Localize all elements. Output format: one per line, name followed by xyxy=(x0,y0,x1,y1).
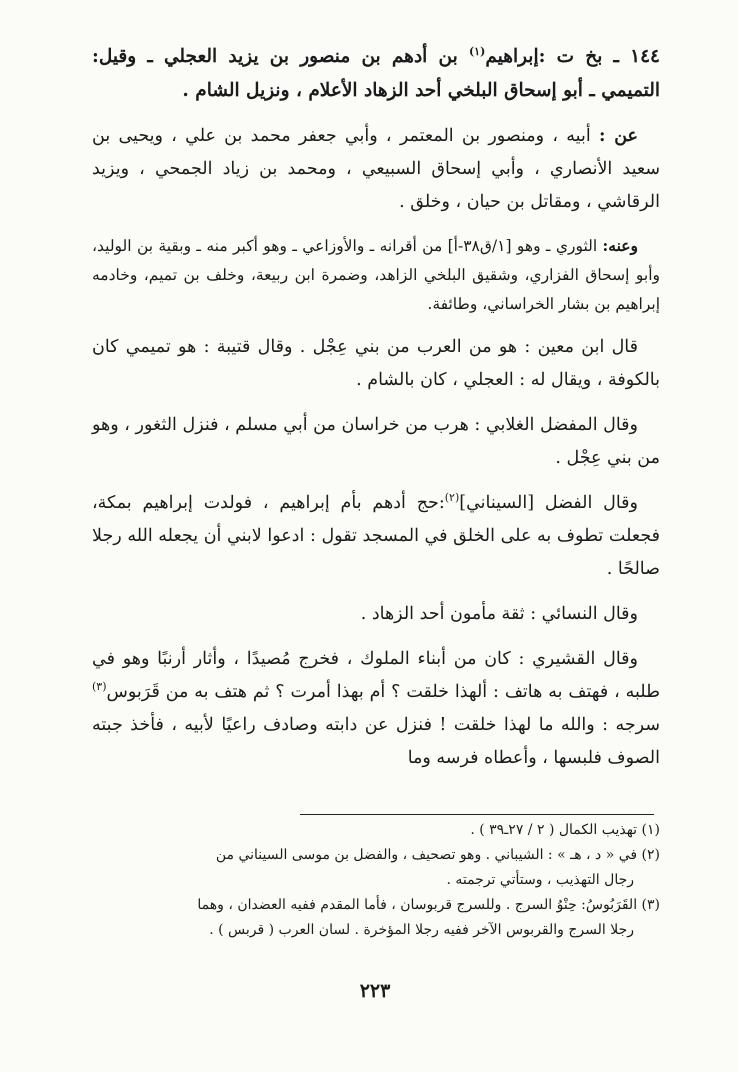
from-text: أبيه ، ومنصور بن المعتمر ، وأبي جعفر محمد بن علي ، ويحيى بن سعيد الأنصاري ، وأبي إسحاق السبيعي ، ومحمد بن زياد الجمحي ، ويزيد الرقاشي ، ومقاتل بن حيان ، وخلق . xyxy=(92,126,660,212)
footnote-mark: (١) xyxy=(641,822,660,838)
footnote-mark: (٣) xyxy=(641,897,660,913)
narrators-paragraph xyxy=(92,231,660,319)
entry-heading: ١٤٤ ـ بخ ت :إبراهيم$^{(١)}$ بن أدهم بن منصور بن يزيد العجلي ـ وقيل: التميمي ـ أبو إسحاق البلخي أحد الزهاد الأعلام ، ونزيل الشام . xyxy=(92,44,660,101)
entry-code: بخ ت xyxy=(556,46,603,67)
qushayri-text-a: وقال القشيري : كان من أبناء الملوك ، فخرج مُصيدًا ، وأثار أرنبًا وهو في طلبه ، فهتف به هاتف : ألهذا خلقت ؟ أم بهذا أمرت ؟ ثم هتف به من قَرَبوس xyxy=(92,649,660,702)
nasai-paragraph: وقال النسائي : ثقة مأمون أحد الزهاد . xyxy=(360,604,638,624)
main-text xyxy=(92,40,660,787)
from-label: عن : xyxy=(598,126,638,146)
footnote-2 xyxy=(92,843,660,868)
page-number: ٢٢٣ xyxy=(359,980,391,1002)
qushayri-paragraph xyxy=(92,643,660,775)
qushayri-text-b: سرجه : والله ما لهذا خلقت ! فنزل عن دابته وصادف راعيًا لأبيه ، فأخذ جبته الصوف فلبسها ، وأعطاه فرسه وما xyxy=(92,715,660,768)
footnotes xyxy=(92,818,660,943)
fadl-paragraph xyxy=(92,487,660,586)
from-paragraph xyxy=(92,120,660,219)
entry-title: :إبراهيم xyxy=(485,46,546,67)
fadl-text-b: :حج أدهم بأم إبراهيم ، فولدت إبراهيم بمكة، فجعلت تطوف به على الخلق في المسجد تقول : ادعوا لابني أن يجعله الله رجلا صالحًا . xyxy=(92,493,660,579)
entry-head-rest: بن أدهم بن منصور بن يزيد العجلي ـ وقيل: التميمي ـ أبو إسحاق البلخي أحد الزهاد الأعلام ، ونزيل الشام . xyxy=(92,46,660,101)
fadl-text-a: وقال الفضل [السيناني] xyxy=(459,493,639,513)
ibn-maeen-paragraph: قال ابن معين : هو من العرب من بني عِجْل . وقال قتيبة : هو تميمي كان بالكوفة ، ويقال له : العجلي ، كان بالشام . xyxy=(92,337,660,390)
footnote-text: في « د ، هـ » : الشيباني . وهو تصحيف ، والفضل بن موسى السيناني من xyxy=(215,847,638,863)
footnote-ref-2: (٢) xyxy=(444,491,460,505)
footnote-3-continued: رجلا السرج والقربوس الآخر ففيه رجلا المؤخرة . لسان العرب ( قربس ) . xyxy=(209,922,634,938)
footnote-text: تهذيب الكمال ( ٢ / ٢٧ـ٣٩ ) . xyxy=(470,822,638,838)
footnote-1 xyxy=(92,818,660,843)
footnote-text: القَرَبُوسُ: حِنْوُ السرج . وللسرج قربوسان ، فأما المقدم ففيه العضدان ، وهما xyxy=(197,897,638,913)
entry-number: ١٤٤ xyxy=(630,46,660,67)
narrators-text: الثوري ـ وهو [١/ق٣٨-أ] من أقرانه ـ والأوزاعي ـ وهو أكبر منه ـ وبقية بن الوليد، وأبو إسحاق الفزاري، وشقيق البلخي الزاهد، وضمرة ابن ربيعة، وخلف بن تميم، وخادمه إبراهيم بن بشار الخراساني، وطائفة. xyxy=(92,237,660,313)
footnote-ref-1: (١) xyxy=(468,44,486,58)
narrators-label: وعنه: xyxy=(602,236,638,255)
footnote-ref-3: (٣) xyxy=(92,680,107,694)
footnote-mark: (٢) xyxy=(641,847,660,863)
footnote-2-continued: رجال التهذيب ، وستأتي ترجمته . xyxy=(446,872,634,888)
ghallabi-paragraph: وقال المفضل الغلابي : هرب من خراسان من أبي مسلم ، فنزل الثغور ، وهو من بني عِجْل . xyxy=(92,415,660,468)
footnote-divider xyxy=(300,814,654,815)
footnote-3 xyxy=(92,893,660,918)
